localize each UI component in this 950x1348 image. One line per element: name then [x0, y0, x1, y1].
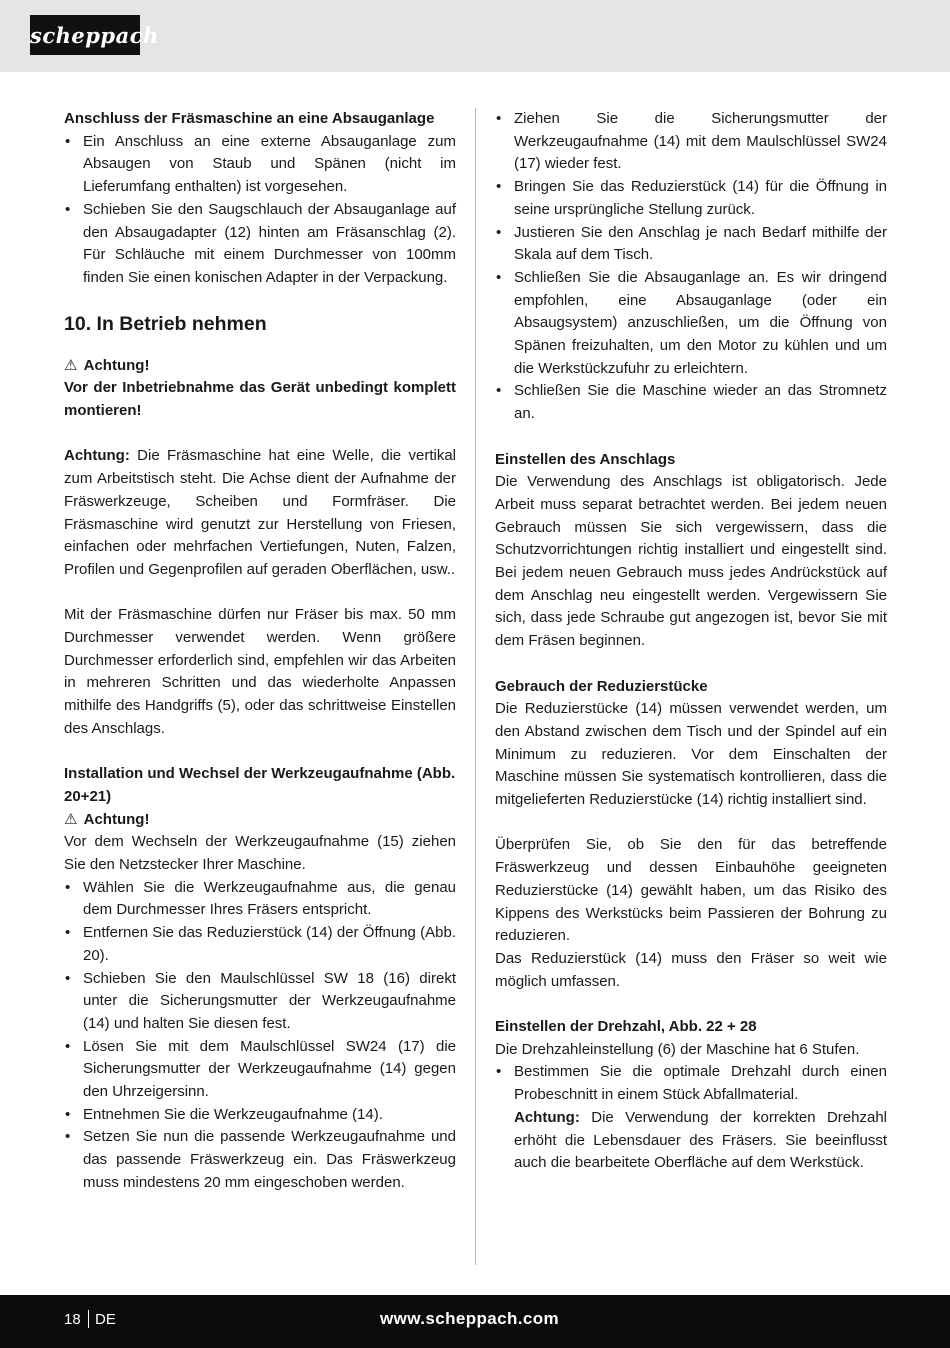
pruefen-paragraph: Überprüfen Sie, ob Sie den für das betreffende Fräswerkzeug und dessen Einbauhöhe geeigneten Reduzierstücke (14) gewählt haben, um das Risiko des Kippens des Werkstücks beim Passieren der Bohrung zu reduzieren. [495, 836, 887, 945]
warning-label-text: Achtung! [83, 356, 150, 374]
anschlag-heading: Einstellen des Anschlags [495, 450, 676, 468]
warning-label-text: Achtung! [83, 810, 150, 828]
website-link[interactable]: www.scheppach.com [380, 1309, 560, 1328]
installation-intro: Vor dem Wechseln der Werkzeugaufnahme (15) ziehen Sie den Netzstecker Ihrer Maschine. [64, 833, 456, 874]
diameter-paragraph: Mit der Fräsmaschine dürfen nur Fräser bis max. 50 mm Durchmesser verwendet werden. Wenn größere Durchmesser erforderlich sind, empfehlen wir das Arbeiten in mehreren Schritten und das wiederholte Anpassen mithilfe des Handgriffs (5), oder das schrittweise Einstellen des Anschlags. [64, 606, 456, 737]
drehzahl-note [495, 1107, 887, 1175]
right-column [495, 108, 887, 1175]
drehzahl-heading: Einstellen der Drehzahl, Abb. 22 + 28 [495, 1018, 757, 1036]
warning-icon: ⚠ [64, 356, 78, 374]
drehzahl-paragraph: Die Drehzahleinstellung (6) der Maschine hat 6 Stufen. [495, 1040, 860, 1058]
list-item: • Bestimmen Sie die optimale Drehzahl durch einen Probeschnitt in einem Stück Abfallmaterial. [495, 1061, 887, 1106]
column-divider [475, 108, 476, 1265]
installation-list [64, 877, 456, 1195]
list-item: • Schließen Sie die Absauganlage an. Es wir dringend empfohlen, eine Absauganlage (oder ein Absaugsystem) anzuschließen, um die Öffnung von Spänen freizuhalten, um den Motor zu kühlen und um die Werkstückzufuhr zu erleichtern. [495, 267, 887, 381]
reduzierstuecke-paragraph: Die Reduzierstücke (14) müssen verwendet werden, um den Abstand zwischen dem Tisch und der Spindel auf ein Minimum zu reduzieren. Vor dem Einschalten der Maschine müssen Sie systematisch kontrollieren, dass die mitgelieferten Reduzierstücke (14) richtig installiert sind. [495, 700, 887, 809]
warning-label [64, 809, 456, 832]
umfassen-paragraph: Das Reduzierstück (14) muss den Fräser so weit wie möglich umfassen. [495, 949, 887, 990]
intro-text: Die Fräsmaschine hat eine Welle, die vertikal zum Arbeitstisch steht. Die Achse dient der Aufnahme der Fräswerkzeuge, Scheiben und Formfräser. Die Fräsmaschine wird genutzt zur Herstellung von Friesen, einfachen oder mehrfachen Vertiefungen, Nuten, Falzen, Profilen und Gegenprofilen auf geraden Oberflächen, usw.. [64, 447, 456, 578]
installation-heading: Installation und Wechsel der Werkzeugaufnahme (Abb. 20+21) [64, 765, 456, 805]
list-item: • Ein Anschluss an eine externe Absauganlage zum Absaugen von Staub und Spänen (nicht im Lieferumfang enthalten) ist vorgesehen. [64, 131, 456, 199]
drehzahl-note-text: Die Verwendung der korrekten Drehzahl erhöht die Lebensdauer des Fräsers. Sie beeinflusst auch die bearbeitete Oberfläche auf dem Werkstück. [514, 1108, 887, 1172]
list-item: • Schieben Sie den Maulschlüssel SW 18 (16) direkt unter die Sicherungsmutter der Werkzeugaufnahme (14) und halten Sie diesen fest. [64, 968, 456, 1036]
installation-list-continued [495, 108, 887, 426]
intro-paragraph [64, 445, 456, 581]
left-column [64, 108, 456, 1195]
warning-icon: ⚠ [64, 810, 78, 828]
footer-separator [88, 1310, 89, 1328]
list-item: • Justieren Sie den Anschlag je nach Bedarf mithilfe der Skala auf dem Tisch. [495, 222, 887, 267]
list-item: • Wählen Sie die Werkzeugaufnahme aus, die genau dem Durchmesser Ihres Fräsers entspricht. [64, 877, 456, 922]
warning-label [64, 355, 456, 378]
list-item: • Entfernen Sie das Reduzierstück (14) der Öffnung (Abb. 20). [64, 922, 456, 967]
scheppach-logo: scheppach [30, 15, 140, 55]
list-item: • Bringen Sie das Reduzierstück (14) für die Öffnung in seine ursprüngliche Stellung zurück. [495, 176, 887, 221]
anschlag-paragraph: Die Verwendung des Anschlags ist obligatorisch. Jede Arbeit muss separat betrachtet werden. Bei jedem neuen Gebrauch müssen Sie sich vergewissern, dass die Schutzvorrichtungen richtig installiert und eingestellt sind. Bei jedem neuen Gebrauch muss jedes Andrückstück auf dem Anschlag neu eingestellt werden. Vergewissern Sie sich, dass jede Schraube gut angezogen ist, bevor Sie mit dem Fräsen beginnen. [495, 473, 887, 650]
reduzierstuecke-heading: Gebrauch der Reduzierstücke [495, 677, 708, 695]
drehzahl-note-lead: Achtung: [514, 1108, 580, 1126]
section-title: 10. In Betrieb nehmen [64, 312, 267, 335]
absaugung-list [64, 131, 456, 290]
page-footer [0, 1295, 950, 1348]
page-number: 18 [64, 1311, 81, 1328]
list-item: • Lösen Sie mit dem Maulschlüssel SW24 (17) die Sicherungsmutter der Werkzeugaufnahme (14) gegen den Uhrzeigersinn. [64, 1036, 456, 1104]
language-code: DE [95, 1311, 116, 1328]
list-item: • Ziehen Sie die Sicherungsmutter der Werkzeugaufnahme (14) mit dem Maulschlüssel SW24 (17) wieder fest. [495, 108, 887, 176]
list-item: • Setzen Sie nun die passende Werkzeugaufnahme und das passende Fräswerkzeug ein. Das Fräswerkzeug muss mindestens 20 mm eingeschoben werden. [64, 1126, 456, 1194]
page-header [0, 0, 950, 72]
list-item: • Schließen Sie die Maschine wieder an das Stromnetz an. [495, 380, 887, 425]
intro-lead: Achtung: [64, 447, 130, 465]
warning-text: Vor der Inbetriebnahme das Gerät unbedingt komplett montieren! [64, 379, 456, 420]
list-item: • Schieben Sie den Saugschlauch der Absauganlage auf den Absaugadapter (12) hinten am Fräsanschlag (2). Für Schläuche mit einem Durchmesser von 100mm finden Sie einen konischen Adapter in der Verpackung. [64, 199, 456, 290]
list-item: • Entnehmen Sie die Werkzeugaufnahme (14). [64, 1104, 456, 1127]
drehzahl-list [495, 1061, 887, 1106]
absaugung-heading: Anschluss der Fräsmaschine an eine Absauganlage [64, 110, 435, 127]
